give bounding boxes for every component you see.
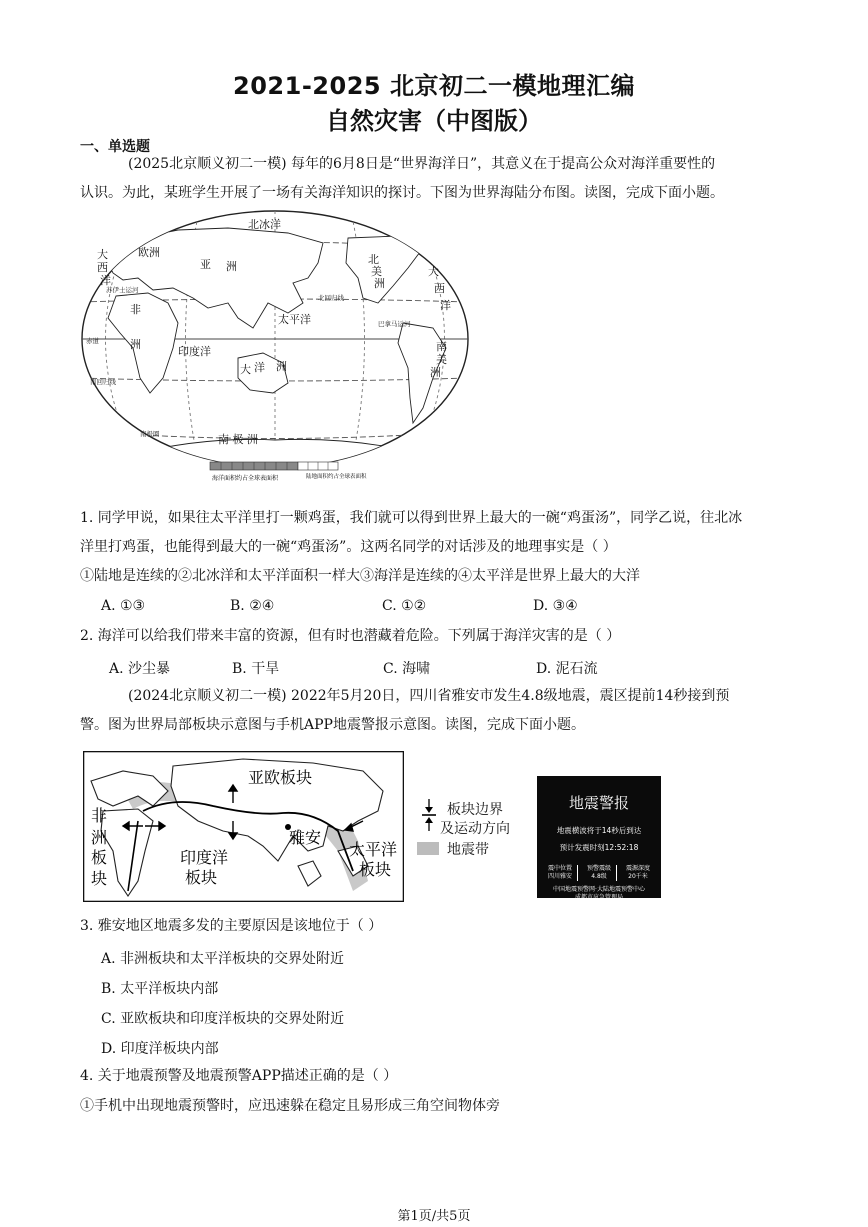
plate-label-indian-2: 板块: [185, 868, 218, 887]
map-label-europe: 欧洲: [138, 246, 160, 259]
map-label-na-1: 北: [368, 253, 379, 266]
alert-cell: 预警震级 4.8级: [582, 865, 617, 881]
map-label-sa-3: 洲: [430, 366, 441, 379]
map-label-oceania-1: 大: [240, 363, 251, 376]
boundary-legend-icon: [419, 797, 439, 833]
page-footer: 第1页/共5页: [397, 1209, 471, 1224]
intro1-line2: 认识。为此，某班学生开展了一场有关海洋知识的探讨。下图为世界海陆分布图。读图，完成下面小题。: [80, 185, 724, 201]
q2-option-c[interactable]: C. 海啸: [383, 661, 431, 677]
legend-zone-swatch: [417, 842, 439, 855]
map-legend-bar: [210, 462, 367, 482]
plate-label-yaan: 雅安: [289, 828, 322, 847]
map-label-stropic: 南回归线: [90, 378, 116, 386]
plate-label-eurasia: 亚欧板块: [248, 768, 313, 787]
map-label-suez: 苏伊士运河: [106, 286, 139, 294]
legend-land-text: 陆地面积约占全球表面积: [306, 474, 367, 480]
document-title: 2021-2025 北京初二一模地理汇编: [233, 72, 635, 100]
map-label-atl-left-2: 西: [97, 261, 108, 274]
plate-label-africa-2: 洲: [91, 828, 108, 847]
map-label-arctic: 北冰洋: [248, 218, 281, 231]
map-label-africa-1: 非: [130, 303, 141, 316]
alert-line1: 地震横波将于14秒后到达: [556, 826, 642, 835]
map-label-pacific: 太平洋: [278, 313, 311, 326]
plate-label-africa-4: 块: [91, 869, 108, 888]
plate-label-pacific-1: 太平洋: [349, 840, 398, 859]
q1-option-b[interactable]: B. ②④: [230, 598, 275, 614]
map-label-atl-right-2: 西: [434, 282, 445, 295]
alert-info-cells: [543, 865, 655, 881]
plate-map-figure: [83, 751, 404, 902]
q2-option-b[interactable]: B. 干旱: [232, 661, 280, 677]
map-label-atl-right-3: 洋: [440, 299, 451, 312]
q4-line2: ①手机中出现地震预警时，应迅速躲在稳定且易形成三角空间物体旁: [80, 1098, 500, 1114]
map-label-oceania-3: 洲: [276, 360, 287, 373]
plate-label-africa-3: 板: [91, 848, 108, 867]
map-label-panama: 巴拿马运河: [378, 320, 411, 328]
map-label-scircle: 南极圈: [140, 430, 160, 438]
alert-cell: 震源深度 20千米: [625, 865, 650, 880]
map-label-asia-2: 洲: [226, 260, 237, 273]
q3-option-d[interactable]: D. 印度洋板块内部: [101, 1041, 219, 1057]
section-heading: 一、单选题: [80, 139, 150, 155]
map-label-africa-2: 洲: [130, 338, 141, 351]
map-label-oceania-2: 洋: [254, 361, 265, 374]
map-label-ntropic: 北回归线: [318, 294, 344, 302]
map-label-na-2: 美: [371, 265, 382, 278]
map-label-antarctica: 南 极 洲: [218, 433, 258, 446]
legend-zone: 地震带: [447, 842, 489, 858]
map-label-atl-left-3: 洋: [100, 274, 111, 287]
alert-cell: 震中位置 四川雅安: [543, 865, 578, 881]
plate-label-pacific-2: 板块: [359, 860, 392, 879]
intro2-line2: 警。图为世界局部板块示意图与手机APP地震警报示意图。读图，完成下面小题。: [80, 717, 585, 733]
q4-line1: 4. 关于地震预警及地震预警APP描述正确的是（ ）: [80, 1068, 398, 1084]
legend-ocean-text: 海洋面积约占全球表面积: [212, 475, 279, 482]
intro2-line1: (2024北京顺义初二一模) 2022年5月20日，四川省雅安市发生4.8级地震，震区提前14秒接到预: [128, 688, 730, 704]
q1-option-a[interactable]: A. ①③: [101, 598, 146, 614]
q3-option-a[interactable]: A. 非洲板块和太平洋板块的交界处附近: [101, 951, 345, 967]
q3-option-b[interactable]: B. 太平洋板块内部: [101, 981, 219, 997]
map-label-sa-2: 美: [436, 353, 447, 366]
map-label-sa-1: 南: [436, 340, 447, 353]
q3-option-c[interactable]: C. 亚欧板块和印度洋板块的交界处附近: [101, 1011, 345, 1027]
q1-option-c[interactable]: C. ①②: [382, 598, 427, 614]
map-label-equator: 赤道: [86, 337, 99, 345]
intro1-line1: (2025北京顺义初二一模) 每年的6月8日是“世界海洋日”，其意义在于提高公众对海洋重要性的: [128, 156, 716, 172]
document-subtitle: 自然灾害（中图版）: [326, 107, 542, 135]
q1-line3: ①陆地是连续的②北冰洋和太平洋面积一样大③海洋是连续的④太平洋是世界上最大的大洋: [80, 568, 640, 584]
plate-label-indian-1: 印度洋: [180, 848, 229, 867]
q1-line1: 1. 同学甲说，如果往太平洋里打一颗鸡蛋，我们就可以得到世界上最大的一碗“鸡蛋汤”，同学乙说，往北冰: [80, 510, 743, 526]
alert-title: 地震警报: [568, 794, 629, 812]
map-label-indian: 印度洋: [178, 345, 211, 358]
q1-option-d[interactable]: D. ③④: [533, 598, 578, 614]
legend-boundary-2: 及运动方向: [440, 821, 510, 837]
alert-line2: 预计发震时刻12:52:18: [559, 843, 639, 852]
earthquake-alert-screen: [537, 776, 661, 901]
q2-option-d[interactable]: D. 泥石流: [536, 661, 598, 677]
map-label-asia-1: 亚: [200, 258, 211, 271]
q3-line1: 3. 雅安地区地震多发的主要原因是该地位于（ ）: [80, 918, 383, 934]
q1-line2: 洋里打鸡蛋，也能得到最大的一碗“鸡蛋汤”。这两名同学的对话涉及的地理事实是（ ）: [80, 539, 617, 555]
alert-org: 中国地震预警网·大陆地震预警中心 成都市应急管理局: [553, 886, 645, 901]
map-label-na-3: 洲: [374, 277, 385, 290]
legend-boundary-1: 板块边界: [447, 802, 503, 818]
map-label-atl-right-1: 大: [428, 265, 439, 278]
plate-label-africa-1: 非: [91, 806, 108, 825]
q2-line1: 2. 海洋可以给我们带来丰富的资源，但有时也潜藏着危险。下列属于海洋灾害的是（ ）: [80, 628, 621, 644]
q2-option-a[interactable]: A. 沙尘暴: [109, 661, 171, 677]
world-map-figure: [78, 208, 473, 490]
map-label-atl-left-1: 大: [97, 248, 108, 261]
